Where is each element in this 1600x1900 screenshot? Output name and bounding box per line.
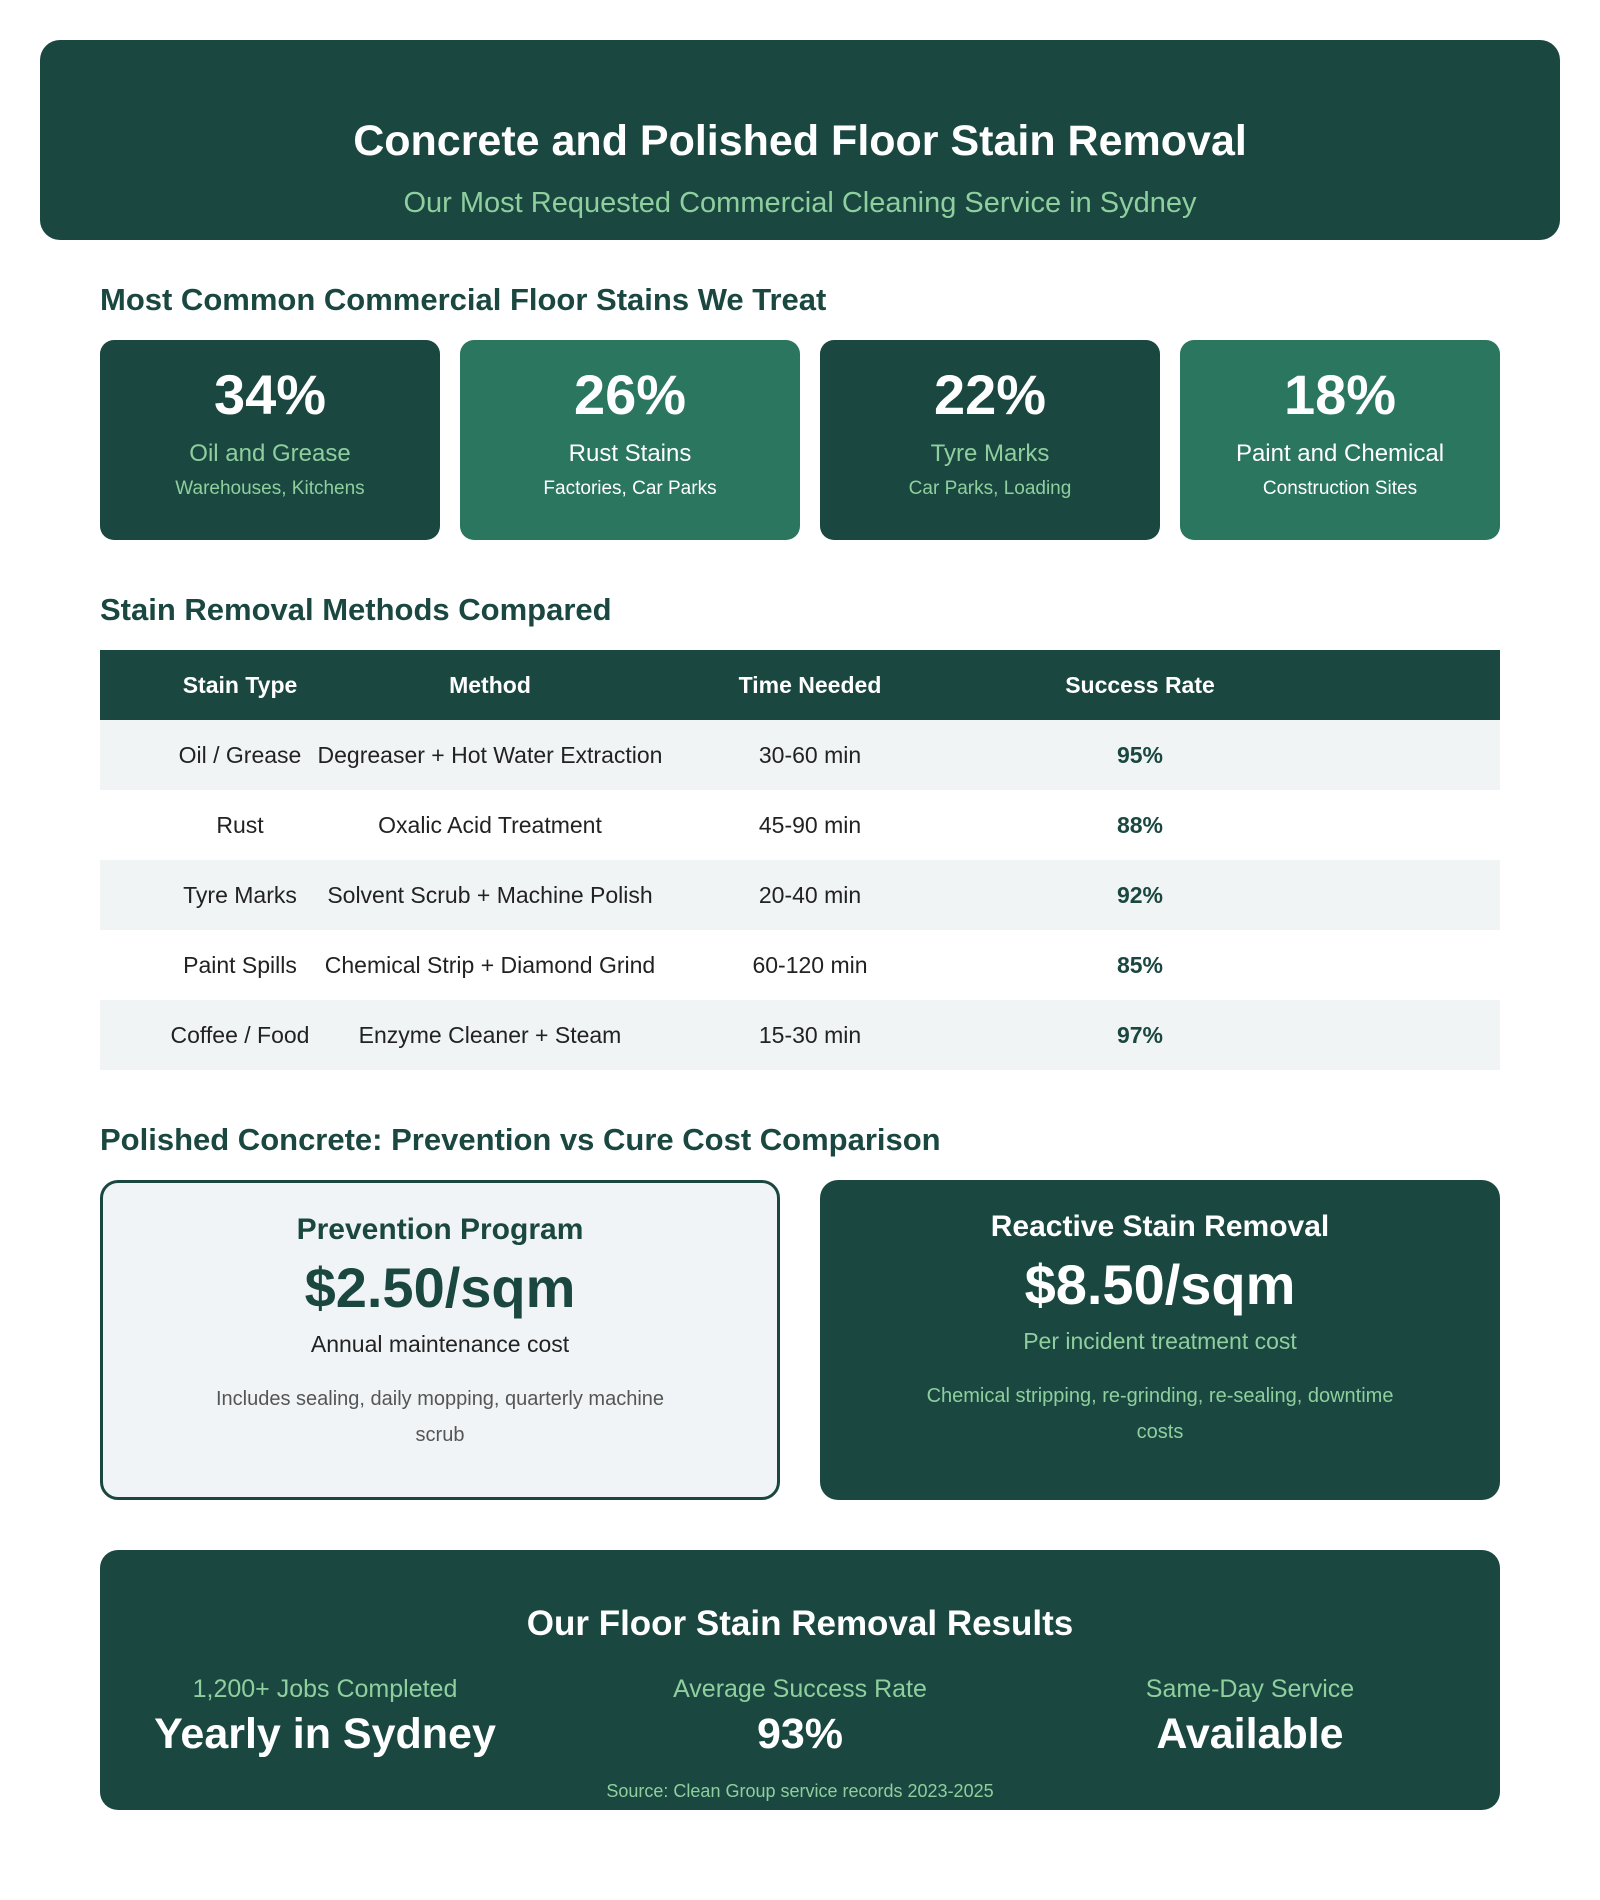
stain-percent: 18% <box>1283 363 1397 426</box>
success-cell: 95% <box>1116 741 1164 768</box>
method-cell: Enzyme Cleaner + Steam <box>358 1021 622 1048</box>
stain-percent: 34% <box>213 363 327 426</box>
column-header-method: Method <box>449 671 531 698</box>
prevention-detail: Includes sealing, daily mopping, quarterly machine scrub <box>215 1388 665 1446</box>
stain-card-oil <box>100 340 440 540</box>
cost-section-title: Polished Concrete: Prevention vs Cure Cost Comparison <box>100 1122 941 1157</box>
method-cell: Chemical Strip + Diamond Grind <box>324 951 656 978</box>
result-jobs <box>100 1675 550 1759</box>
stain-label: Paint and Chemical <box>1235 440 1445 467</box>
stain-label: Tyre Marks <box>930 440 1050 467</box>
result-label: 1,200+ Jobs Completed <box>192 1675 458 1703</box>
reactive-title: Reactive Stain Removal <box>990 1210 1330 1243</box>
prevention-title: Prevention Program <box>296 1213 584 1246</box>
result-success-rate <box>575 1675 1025 1759</box>
stain-locations: Construction Sites <box>1262 478 1418 499</box>
stain-card-rust <box>460 340 800 540</box>
page-subtitle: Our Most Requested Commercial Cleaning Service in Sydney <box>403 187 1197 219</box>
stain-card-tyre <box>820 340 1160 540</box>
stain-label: Oil and Grease <box>189 440 351 467</box>
stain-locations: Factories, Car Parks <box>543 478 717 499</box>
stain-label: Rust Stains <box>568 440 692 467</box>
table-body <box>100 720 1500 1070</box>
method-cell: Solvent Scrub + Machine Polish <box>327 881 653 908</box>
result-label: Average Success Rate <box>673 1675 927 1703</box>
table-row <box>100 1000 1500 1070</box>
stain-type-cell: Paint Spills <box>183 951 297 978</box>
column-header-time: Time Needed <box>738 671 882 698</box>
time-cell: 30-60 min <box>758 741 862 768</box>
source-note: Source: Clean Group service records 2023-2025 <box>606 1781 994 1801</box>
reactive-detail: Chemical stripping, re-grinding, re-sealing, downtime costs <box>926 1385 1394 1443</box>
result-value: 93% <box>756 1710 844 1758</box>
reactive-description: Per incident treatment cost <box>1023 1328 1297 1354</box>
column-header-stain-type: Stain Type <box>182 671 298 698</box>
time-cell: 45-90 min <box>758 811 862 838</box>
stain-locations: Car Parks, Loading <box>908 478 1072 499</box>
result-label: Same-Day Service <box>1145 1675 1355 1703</box>
prevention-description: Annual maintenance cost <box>310 1331 570 1357</box>
result-same-day <box>1025 1675 1475 1759</box>
results-title: Our Floor Stain Removal Results <box>526 1604 1074 1643</box>
results-panel <box>100 1550 1500 1810</box>
time-cell: 20-40 min <box>758 881 862 908</box>
method-cell: Oxalic Acid Treatment <box>378 811 602 838</box>
page-title: Concrete and Polished Floor Stain Removal <box>353 117 1247 165</box>
table-header <box>100 650 1500 720</box>
table-row <box>100 720 1500 790</box>
result-value: Yearly in Sydney <box>154 1710 496 1758</box>
success-cell: 85% <box>1116 951 1164 978</box>
time-cell: 60-120 min <box>752 951 868 978</box>
stain-type-cell: Tyre Marks <box>183 881 297 908</box>
result-value: Available <box>1156 1710 1344 1758</box>
reactive-price: $8.50/sqm <box>1024 1253 1296 1316</box>
time-cell: 15-30 min <box>758 1021 862 1048</box>
stain-type-cell: Oil / Grease <box>178 741 302 768</box>
prevention-cost-card <box>100 1180 780 1500</box>
prevention-price: $2.50/sqm <box>304 1256 576 1319</box>
hero-banner <box>40 40 1560 240</box>
reactive-cost-card <box>820 1180 1500 1500</box>
stain-type-cell: Coffee / Food <box>170 1021 310 1048</box>
stain-percent: 26% <box>573 363 687 426</box>
table-row <box>100 930 1500 1000</box>
success-cell: 97% <box>1116 1021 1164 1048</box>
success-cell: 92% <box>1116 881 1164 908</box>
column-header-success: Success Rate <box>1065 671 1215 698</box>
methods-section-title: Stain Removal Methods Compared <box>100 592 612 627</box>
stain-locations: Warehouses, Kitchens <box>175 478 365 499</box>
stains-section-title: Most Common Commercial Floor Stains We Treat <box>100 282 827 317</box>
success-cell: 88% <box>1116 811 1164 838</box>
method-cell: Degreaser + Hot Water Extraction <box>317 741 663 768</box>
stain-percent: 22% <box>933 363 1047 426</box>
methods-table <box>100 650 1500 1070</box>
stain-card-paint <box>1180 340 1500 540</box>
table-row <box>100 790 1500 860</box>
table-row <box>100 860 1500 930</box>
stain-type-cell: Rust <box>216 811 264 838</box>
